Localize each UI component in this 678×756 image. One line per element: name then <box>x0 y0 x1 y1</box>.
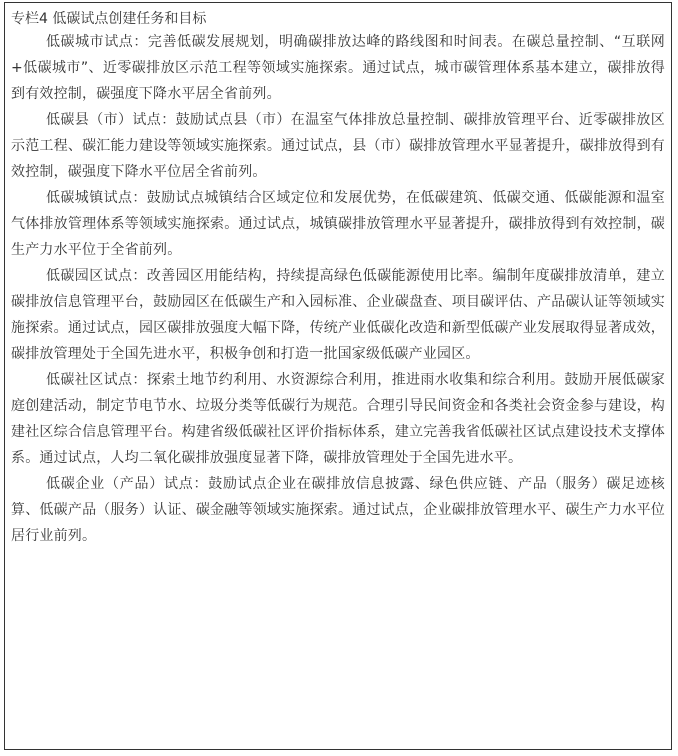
paragraph-low-carbon-park: 低碳园区试点：改善园区用能结构，持续提高绿色低碳能源使用比率。编制年度碳排放清单，建立碳排放信息管理平台，鼓励园区在低碳生产和入园标准、企业碳盘查、项目碳评估、产品碳认证等领域实施探索。通过试点，园区碳排放强度大幅下降，传统产业低碳化改造和新型低碳产业发展取得显著成效，碳排放管理处于全国先进水平，积极争创和打造一批国家级低碳产业园区。 <box>11 268 665 362</box>
paragraph-low-carbon-community: 低碳社区试点：探索土地节约利用、水资源综合利用，推进雨水收集和综合利用。鼓励开展低碳家庭创建活动，制定节电节水、垃圾分类等低碳行为规范。合理引导民间资金和各类社会资金参与建设，构建社区综合信息管理平台。构建省级低碳社区评价指标体系，建立完善我省低碳社区试点建设技术支撑体系。通过试点，人均二氧化碳排放强度显著下降，碳排放管理处于全国先进水平。 <box>11 372 665 466</box>
paragraph-low-carbon-town: 低碳城镇试点：鼓励试点城镇结合区域定位和发展优势，在低碳建筑、低碳交通、低碳能源和温室气体排放管理体系等领域实施探索。通过试点，城镇碳排放管理水平显著提升，碳排放得到有效控制，碳生产力水平位于全省前列。 <box>11 190 665 258</box>
sidebar-box <box>4 2 672 750</box>
paragraph-low-carbon-enterprise: 低碳企业（产品）试点：鼓励试点企业在碳排放信息披露、绿色供应链、产品（服务）碳足迹核算、低碳产品（服务）认证、碳金融等领域实施探索。通过试点，企业碳排放管理水平、碳生产力水平位居行业前列。 <box>11 476 665 544</box>
box-title: 专栏4 低碳试点创建任务和目标 <box>11 11 207 27</box>
paragraph-low-carbon-city: 低碳城市试点：完善低碳发展规划，明确碳排放达峰的路线图和时间表。在碳总量控制、“互联网+低碳城市”、近零碳排放区示范工程等领域实施探索。通过试点，城市碳管理体系基本建立，碳排放得到有效控制，碳强度下降水平居全省前列。 <box>11 34 665 102</box>
paragraph-low-carbon-county: 低碳县（市）试点：鼓励试点县（市）在温室气体排放总量控制、碳排放管理平台、近零碳排放区示范工程、碳汇能力建设等领域实施探索。通过试点，县（市）碳排放管理水平显著提升，碳排放得到有效控制，碳强度下降水平位居全省前列。 <box>11 112 665 180</box>
